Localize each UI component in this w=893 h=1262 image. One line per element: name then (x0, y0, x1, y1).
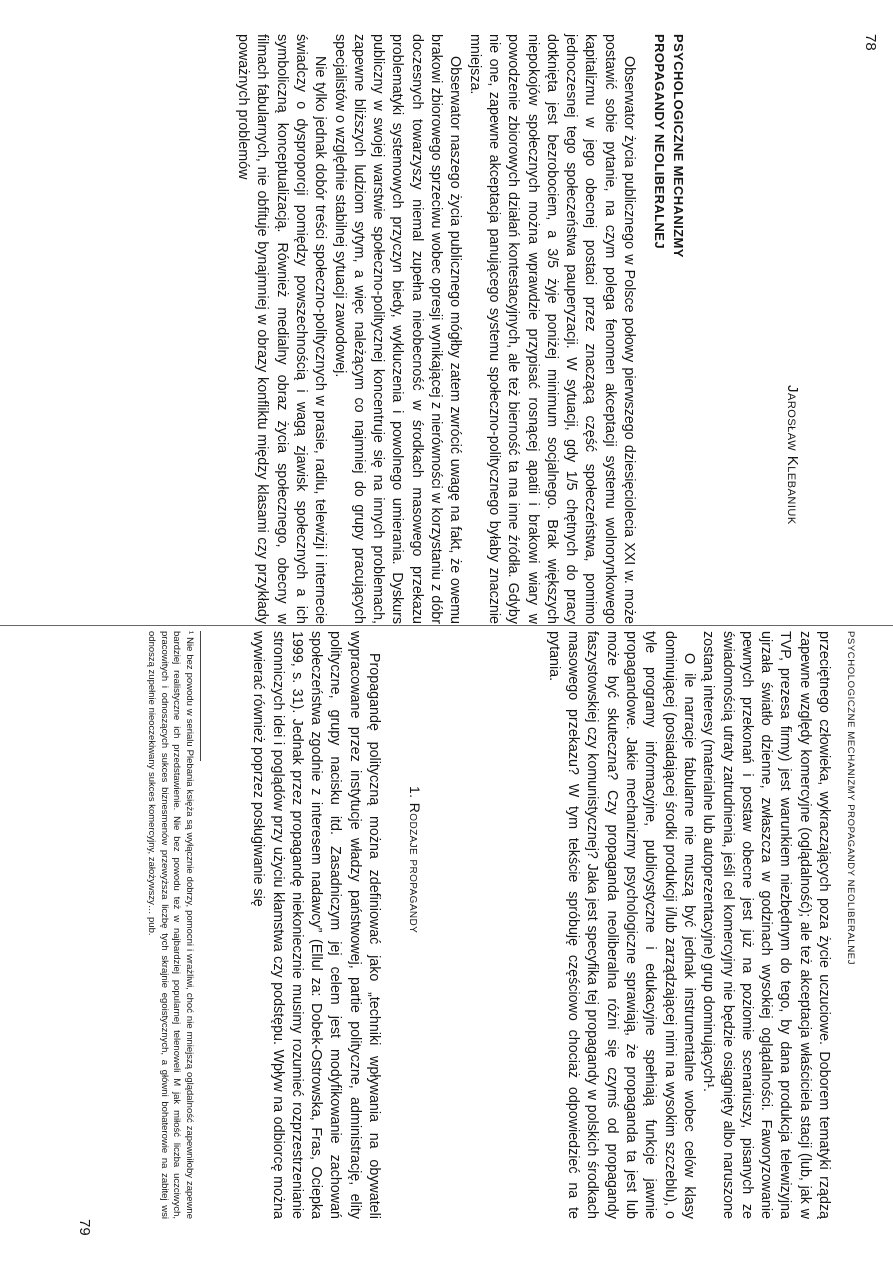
footnote: ¹ Nie bez powodu w serialu Plebania księża są wyłącznie dobrzy, pomocni i wrażliwi, choć nie mniejszą oglądalność zapewniłoby zapewne bardziej realistyczne ich przedstawienie. Nie bez powodu też w najbardziej popularnej telenoweli M jak miłość liczba uczciwych, pracowitych i odnoszących sukces biznesmenów przewyższa liczbę tych skrajnie egoistycznych, a główni bohaterowie na zabitej wsi odnoszą zupełnie nieoczekiwany sukces komercyjny, założywszy… pub. (146, 631, 195, 1219)
footnote-rule (200, 631, 201, 761)
author-name: Jarosław Klebaniuk (784, 385, 801, 525)
body-text (544, 631, 833, 1219)
paragraph: O ile narracje fabularne nie muszą być jednak instrumentalne wobec celów klasy dominującej (posiadającej środki produkcji i/lub zarządzającej nimi na wysokim szczeblu), o tyle programy informacyjne, publicystyczne i edukacyjne spełniają funkcje jawnie propagandowe. Jakie mechanizmy psychologiczne sprawiają, że propaganda ta jest lub może być skuteczna? Czy propaganda neoliberalna różni się czymś od propagandy faszystowskiej czy komunistycznej? Jaka jest specyfika tej propagandy w polskich środkach masowego przekazu? W tym tekście spróbuję częściowo chociaż odpowiedzieć na te pytania. (545, 631, 697, 1219)
page-divider (0, 625, 893, 626)
article-title (650, 34, 688, 258)
paragraph: przeciętnego człowieka, wykraczających poza życie uczuciowe. Doborem tematyki rządzą zapewne względy komercyjne (oglądalność); ale też akceptacja właściciela stacji (lub, jak w TVP, prezesa firmy) jest warunkiem niezbędnym do tego, by dana produkcja telewizyjna ujrzała światło dzienne, zwłaszcza w godzinach wysokiej oglądalności. Faworyzowanie pewnych przekonań i postaw obecne jest już na poziomie scenariuszy, pisanych ze świadomością utraty zatrudnienia, jeśli cel komercyjny nie będzie osiągnięty albo naruszone zostaną interesy (materialne lub autoprezentacyjne) grup dominujących¹. (700, 631, 832, 1219)
page-number: 78 (862, 34, 879, 51)
running-header: PSYCHOLOGICZNE MECHANIZMY PROPAGANDY NEOLIBERALNEJ (845, 631, 856, 966)
paragraph: Propagandę polityczną można zdefiniować jako „techniki wpływania na obywateli wypracowane przez instytucje władzy państwowej, partie polityczne, administrację, elity polityczne, grupy nacisku itd. Zasadniczym jej celem jest modyfikowanie zachowań społeczeństwa zgodnie z interesem nadawcy” (Ellul za: Dobek-Ostrowska, Fras, Ociepka 1999, s. 31). Jednak przez propagandę niekoniecznie musimy rozumieć rozprzestrzenianie stronniczych idei i poglądów przy użyciu kłamstwa czy podstępu. Wpływ na odbiorcę można wywierać również poprzez posługiwanie się (250, 631, 382, 1219)
body-text (233, 34, 638, 624)
paragraph: Obserwator życia publicznego w Polsce połowy pierwszego dziesięciolecia XXI w. może postawić sobie pytanie, na czym polega fenomen akceptacji systemu wolnorynkowego kapitalizmu w jego obecnej postaci przez znaczącą część społeczeństwa, pomimo jednoczesnej tego społeczeństwa pauperyzacji. W sytuacji, gdy 1/5 chętnych do pracy dotknięta jest bezrobociem, a 3/5 żyje poniżej minimum socjalnego. Brak większych niepokojów społecznych można wprawdzie przypisać rosnącej apatii i brakowi wiary w powodzenie zbiorowych działań kontestacyjnych, ale też bierność ta ma inne źródła. Gdyby nie one, zapewne akceptacja panującego systemu społeczno-politycznego byłaby znacznie mniejsza. (466, 34, 637, 624)
paragraph: Nie tylko jednak dobór treści społeczno-politycznych w prasie, radiu, telewizji i internecie świadczy o dysproporcji pomiędzy powszechnością i wagą zjawisk społecznych a ich symboliczną konceptualizacją. Również medialny obraz życia społecznego, obecny w filmach fabularnych, nie obfituje bynajmniej w obrazy konfliktu między klasami czy przykłady poważnych problemów (235, 34, 329, 624)
page-79 (0, 631, 893, 1262)
article-title-line-1: PSYCHOLOGICZNE MECHANIZMY (671, 34, 686, 258)
section-body (248, 631, 383, 1219)
page-number: 79 (76, 1219, 93, 1236)
section-heading: 1. Rodzaje propagandy (407, 786, 423, 934)
article-title-line-2: PROPAGANDY NEOLIBERALNEJ (652, 34, 667, 249)
paragraph: Obserwator naszego życia publicznego mógłby zatem zwrócić uwagę na fakt, że owemu brakowi zbiorowego sprzeciwu wobec opresji wynikającej z nierówności w korzystaniu z dóbr doczesnych towarzyszy niemal zupełna nieobecność w środkach masowego przekazu problematyki systemowych przyczyn biedy, wykluczenia i powolnego umierania. Dyskurs publiczny w swojej warstwie społeczno-politycznej koncentruje się na innych problemach, zapewne bliższych ludziom sytym, a więc należącym co najmniej do grupy pracujących specjalistów o względnie stabilnej sytuacji zawodowej. (331, 34, 464, 624)
